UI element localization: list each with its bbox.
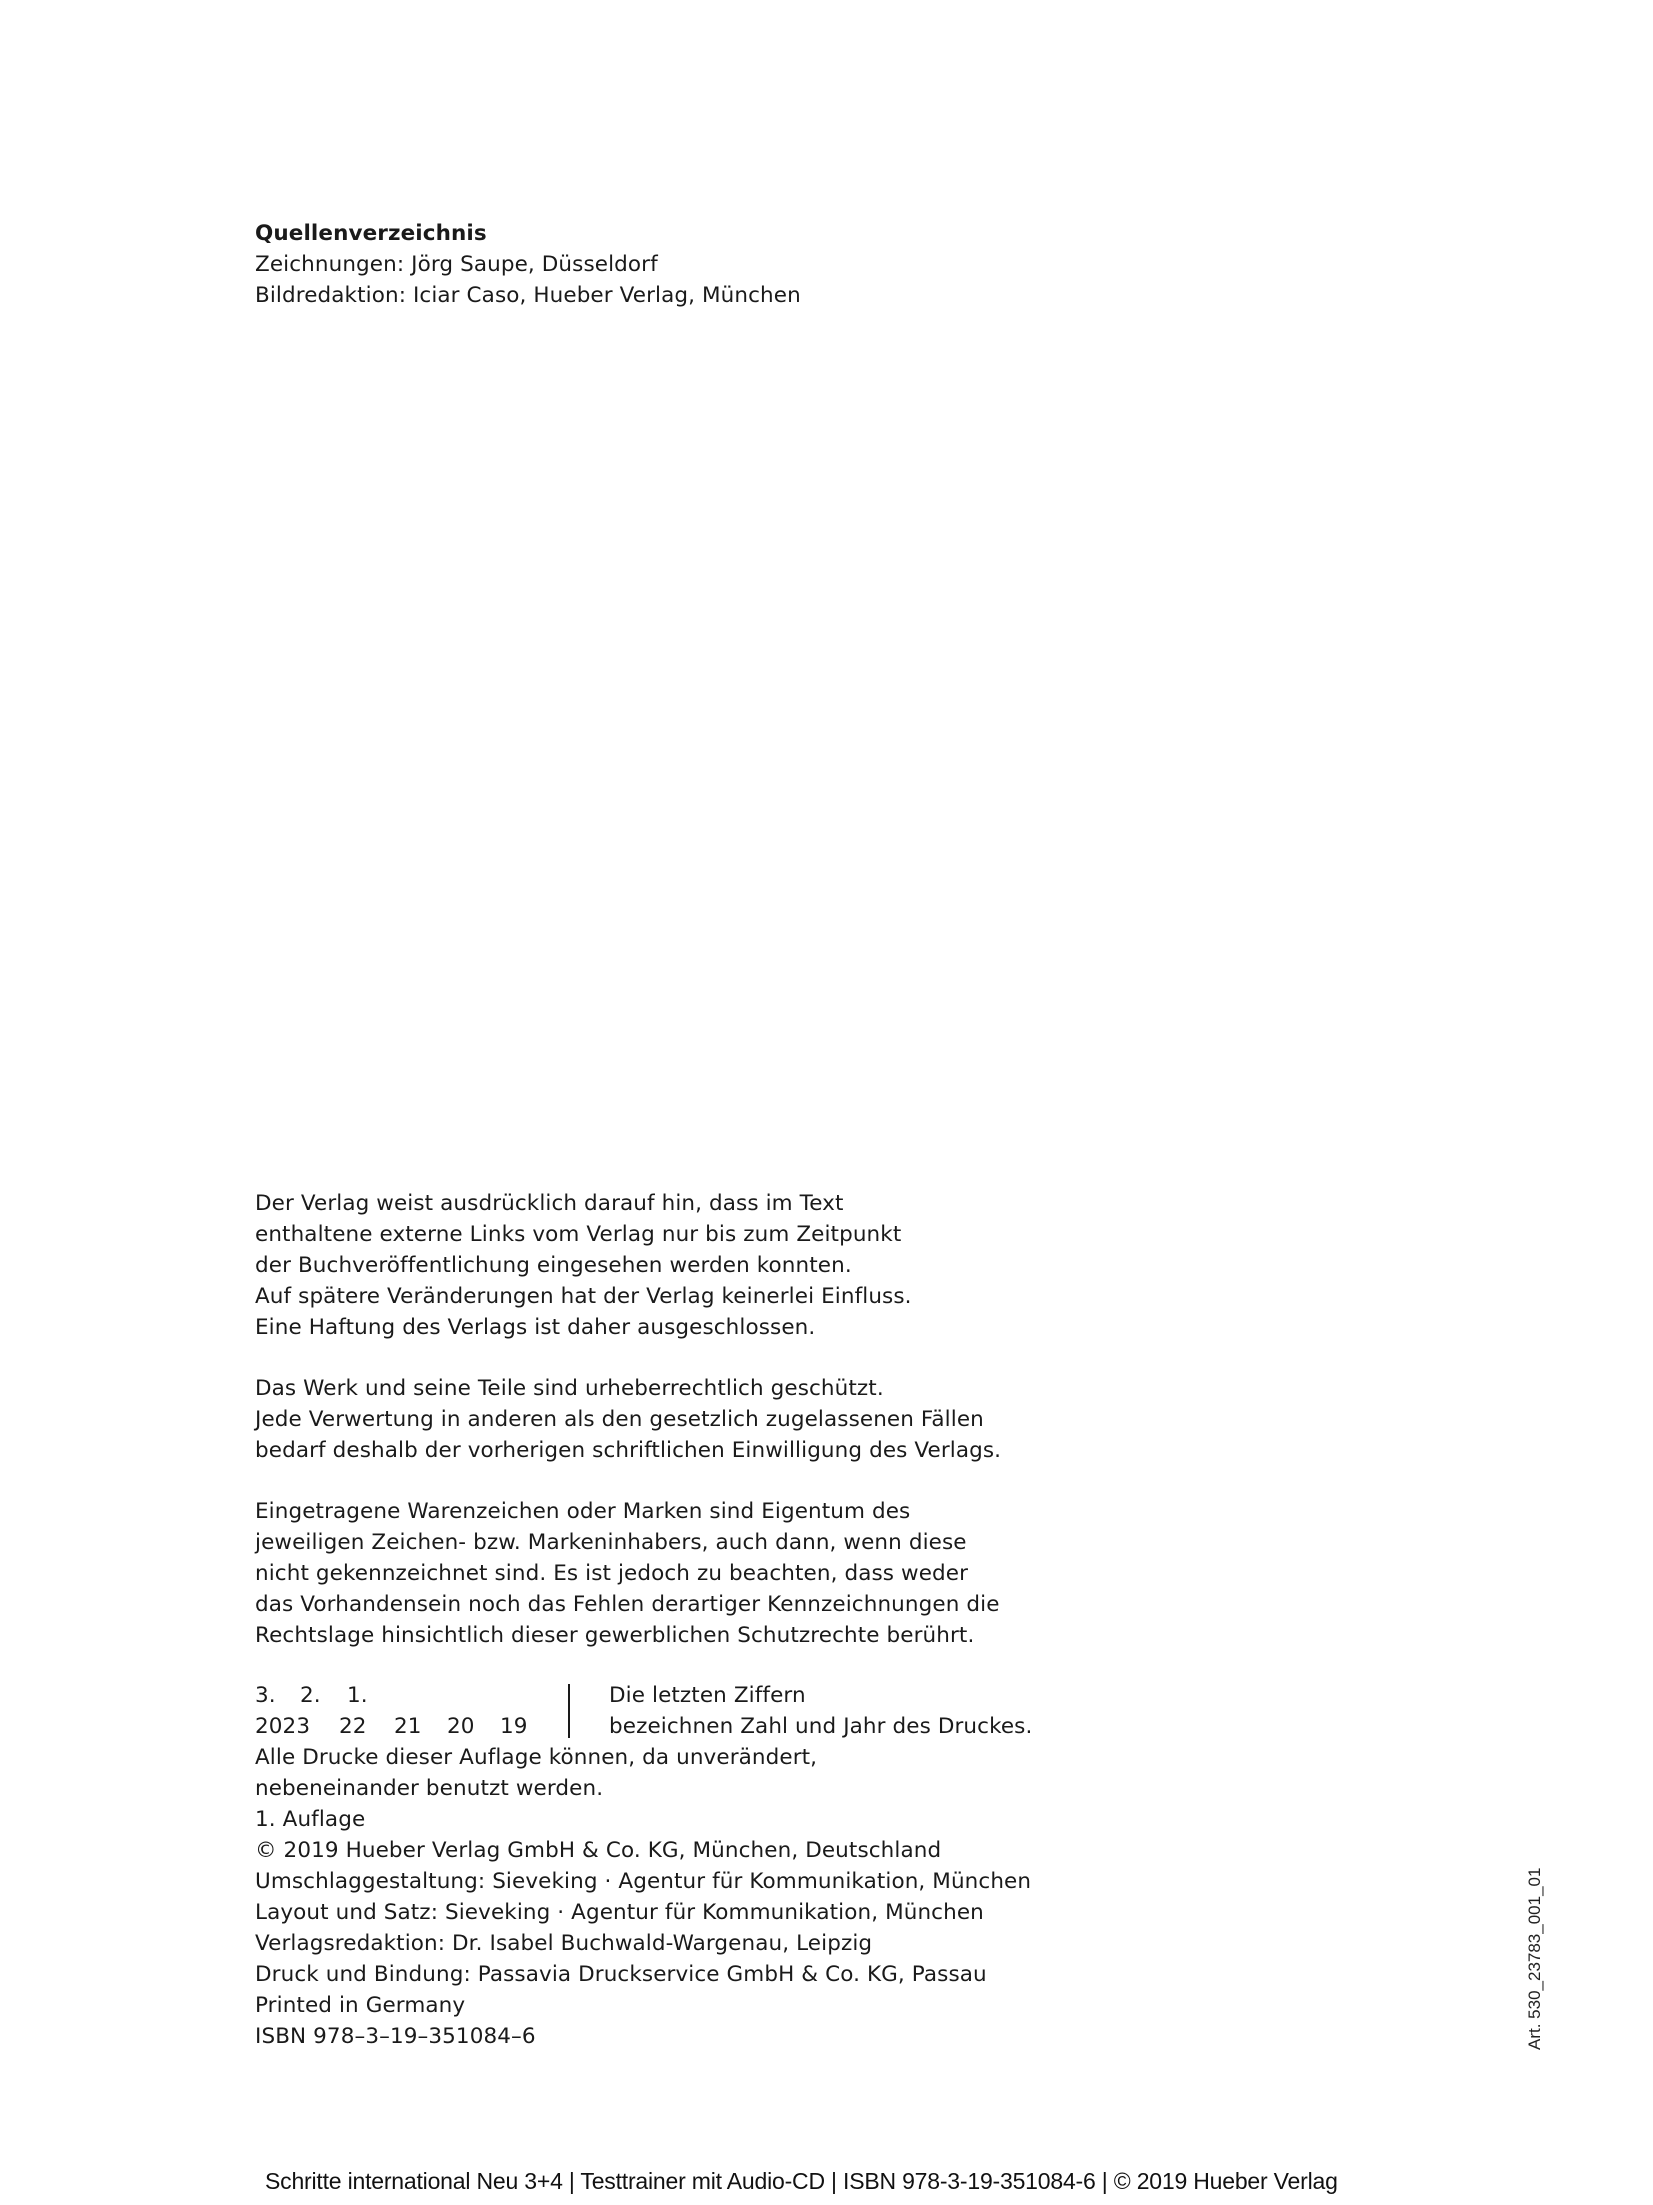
legal-paragraph: [255, 1496, 1155, 1651]
imprint-line: Layout und Satz: Sieveking · Agentur für Kommunikation, München: [255, 1900, 984, 1925]
article-code: Art. 530_23783_001_01: [1525, 1867, 1544, 2050]
sources-line: Zeichnungen: Jörg Saupe, Düsseldorf: [255, 252, 658, 277]
legal-line: Rechtslage hinsichtlich dieser gewerblichen Schutzrechte berührt.: [255, 1623, 975, 1648]
print-run-explanation: [609, 1680, 1032, 1742]
legal-line: Eingetragene Warenzeichen oder Marken sind Eigentum des: [255, 1499, 911, 1524]
print-run-divider: [568, 1684, 570, 1738]
edition-number: 2.: [300, 1683, 321, 1708]
imprint-line: Alle Drucke dieser Auflage können, da unverändert,: [255, 1745, 818, 1770]
imprint: [255, 1742, 1031, 2052]
legal-line: bedarf deshalb der vorherigen schriftlichen Einwilligung des Verlags.: [255, 1438, 1002, 1463]
sources-heading: Quellenverzeichnis: [255, 221, 487, 246]
imprint-line: Printed in Germany: [255, 1993, 466, 2018]
imprint-line: 1. Auflage: [255, 1807, 366, 1832]
legal-line: enthaltene externe Links vom Verlag nur bis zum Zeitpunkt: [255, 1222, 902, 1247]
legal-line: nicht gekennzeichnet sind. Es ist jedoch zu beachten, dass weder: [255, 1561, 969, 1586]
legal-line: jeweiligen Zeichen- bzw. Markeninhabers, auch dann, wenn diese: [255, 1530, 967, 1555]
legal-line: Der Verlag weist ausdrücklich darauf hin, dass im Text: [255, 1191, 844, 1216]
year-number: 21: [394, 1714, 422, 1739]
legal-line: Auf spätere Veränderungen hat der Verlag keinerlei Einfluss.: [255, 1284, 912, 1309]
page-footer: Schritte international Neu 3+4 | Testtrainer mit Audio-CD | ISBN 978-3-19-351084-6 | © 2019 Hueber Verlag: [265, 2168, 1338, 2194]
legal-notice: [255, 1188, 1155, 1681]
explanation-line: bezeichnen Zahl und Jahr des Druckes.: [609, 1714, 1033, 1739]
imprint-line: Druck und Bindung: Passavia Druckservice GmbH & Co. KG, Passau: [255, 1962, 987, 1987]
print-run-numbers: [255, 1680, 565, 1742]
year-number: 19: [500, 1714, 528, 1739]
legal-line: Das Werk und seine Teile sind urheberrechtlich geschützt.: [255, 1376, 884, 1401]
imprint-line: © 2019 Hueber Verlag GmbH & Co. KG, München, Deutschland: [255, 1838, 942, 1863]
sources-section: [255, 218, 801, 311]
edition-number: 3.: [255, 1683, 276, 1708]
imprint-line: Umschlaggestaltung: Sieveking · Agentur für Kommunikation, München: [255, 1869, 1032, 1894]
imprint-line: Verlagsredaktion: Dr. Isabel Buchwald-Wargenau, Leipzig: [255, 1931, 873, 1956]
imprint-line: nebeneinander benutzt werden.: [255, 1776, 604, 1801]
year-number: 22: [339, 1714, 367, 1739]
year-numbers: [255, 1711, 565, 1742]
print-run: [255, 1680, 1155, 1742]
edition-number: 1.: [347, 1683, 368, 1708]
edition-numbers: [255, 1680, 565, 1711]
legal-line: Jede Verwertung in anderen als den gesetzlich zugelassenen Fällen: [255, 1407, 984, 1432]
legal-paragraph: [255, 1373, 1155, 1466]
legal-line: das Vorhandensein noch das Fehlen derartiger Kennzeichnungen die: [255, 1592, 1000, 1617]
explanation-line: Die letzten Ziffern: [609, 1683, 806, 1708]
year-number: 2023: [255, 1714, 311, 1739]
legal-line: Eine Haftung des Verlags ist daher ausgeschlossen.: [255, 1315, 816, 1340]
sources-line: Bildredaktion: Iciar Caso, Hueber Verlag, München: [255, 283, 801, 308]
imprint-line: ISBN 978–3–19–351084–6: [255, 2024, 536, 2049]
legal-line: der Buchveröffentlichung eingesehen werden konnten.: [255, 1253, 852, 1278]
year-number: 20: [447, 1714, 475, 1739]
legal-paragraph: [255, 1188, 1155, 1343]
